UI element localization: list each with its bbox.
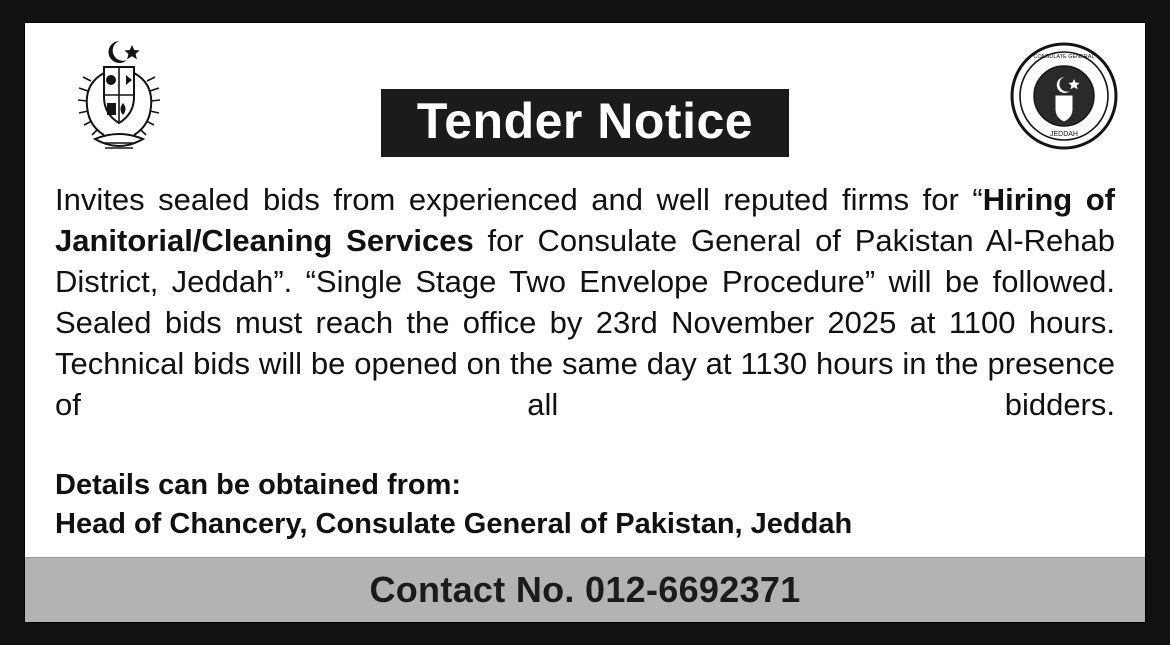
page-title: Tender Notice	[381, 89, 789, 157]
notice-paragraph	[55, 179, 1115, 466]
svg-text:CONSULATE GENERAL: CONSULATE GENERAL	[1033, 54, 1095, 60]
notice-header	[25, 23, 1145, 175]
notice-rest-text: for Consulate General of Pakistan Al-Rehab District, Jeddah”. “Single Stage Two Envelope Procedure” will be followed. Sealed bids must reach the office by 23rd November 2025 at 1100 hours. Technical bids will be opened on the same day at 1130 hours in the presence of all bidders.	[55, 223, 1115, 422]
details-label: Details can be obtained from:	[55, 469, 462, 501]
svg-text:JEDDAH: JEDDAH	[1049, 131, 1079, 138]
consulate-general-jeddah-seal-icon	[1009, 41, 1119, 151]
title-band	[25, 89, 1145, 157]
notice-intro-text: Invites sealed bids from experienced and well reputed firms for “	[55, 182, 983, 217]
details-contact: Head of Chancery, Consulate General of Pakistan, Jeddah	[55, 508, 853, 540]
notice-highlight-text: Hiring of Janitorial/Cleaning Services	[55, 182, 1116, 258]
contact-bar	[25, 557, 1145, 622]
notice-body	[25, 175, 1145, 557]
contact-number: Contact No. 012-6692371	[369, 569, 801, 610]
notice-frame	[24, 22, 1146, 623]
